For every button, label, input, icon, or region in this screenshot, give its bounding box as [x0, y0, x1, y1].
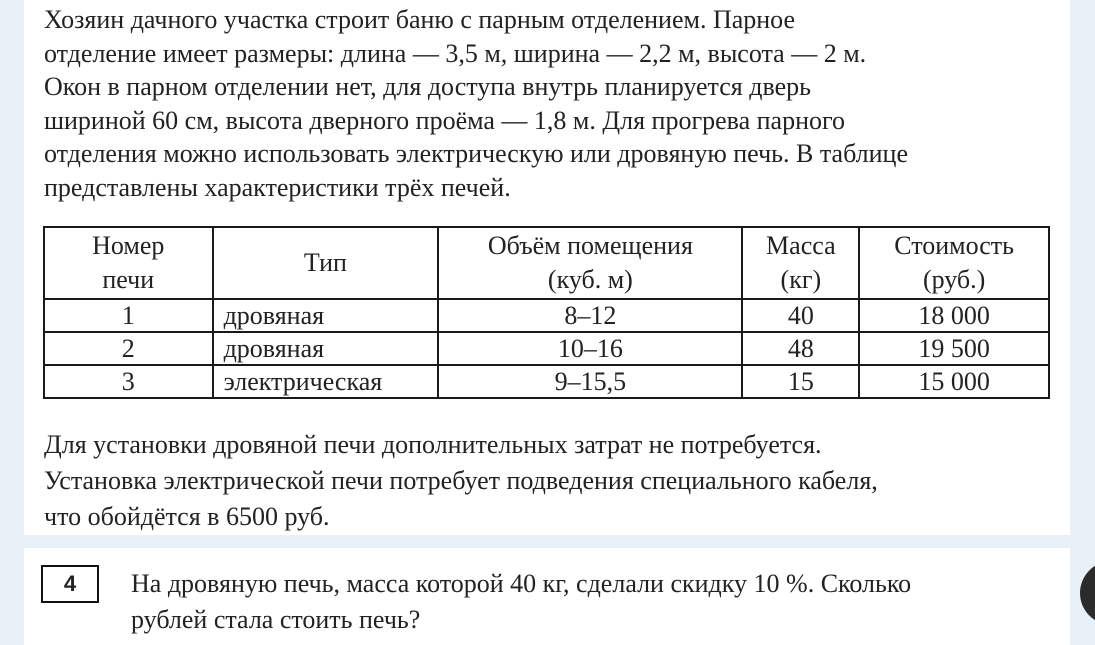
cell-volume: 9–15,5	[438, 365, 742, 398]
header-volume: Объём помещения (куб. м)	[438, 227, 742, 299]
header-type: Тип	[213, 227, 439, 299]
cell-mass: 40	[742, 299, 859, 332]
table-row	[44, 332, 1049, 365]
question-line: На дровяную печь, масса которой 40 кг, сделали скидку 10 %. Сколько	[131, 569, 912, 598]
cell-cost: 18 000	[859, 299, 1049, 332]
cell-type: дровяная	[213, 299, 439, 332]
cell-number: 3	[44, 365, 213, 398]
cell-volume: 10–16	[438, 332, 742, 365]
table-row	[44, 365, 1049, 398]
intro-line: отделения можно использовать электрическую или дровяную печь. В таблице	[44, 139, 908, 168]
task-number-box: 4	[41, 565, 99, 603]
header-stove-number: Номер печи	[44, 227, 213, 299]
intro-line: Хозяин дачного участка строит баню с парным отделением. Парное	[44, 5, 796, 34]
header-cost: Стоимость (руб.)	[859, 227, 1049, 299]
problem-outro	[44, 427, 1050, 535]
cell-type: дровяная	[213, 332, 439, 365]
task-question	[131, 566, 1062, 638]
intro-line: Окон в парном отделении нет, для доступа внутрь планируется дверь	[44, 72, 811, 101]
problem-intro	[44, 3, 1050, 204]
cell-mass: 48	[742, 332, 859, 365]
outro-line: Установка электрической печи потребует подведения специального кабеля,	[44, 466, 878, 495]
intro-line: отделение имеет размеры: длина — 3,5 м, ширина — 2,2 м, высота — 2 м.	[44, 38, 867, 68]
intro-line: представлены характеристики трёх печей.	[44, 172, 511, 202]
header-mass: Масса (кг)	[742, 227, 859, 299]
cell-type: электрическая	[213, 365, 439, 398]
intro-line: шириной 60 см, высота дверного проёма — 1,8 м. Для прогрева парного	[44, 105, 846, 135]
floating-button[interactable]	[1080, 561, 1095, 625]
cell-number: 1	[44, 299, 213, 332]
cell-cost: 15 000	[859, 365, 1049, 398]
cell-mass: 15	[742, 365, 859, 398]
cell-number: 2	[44, 332, 213, 365]
outro-line: Для установки дровяной печи дополнительных затрат не потребуется.	[44, 430, 822, 459]
cell-cost: 19 500	[859, 332, 1049, 365]
question-line: рублей стала стоить печь?	[131, 605, 421, 634]
table-header-row	[44, 227, 1049, 299]
table-row	[44, 299, 1049, 332]
cell-volume: 8–12	[438, 299, 742, 332]
outro-line: что обойдётся в 6500 руб.	[44, 502, 330, 531]
stove-table	[43, 226, 1050, 399]
